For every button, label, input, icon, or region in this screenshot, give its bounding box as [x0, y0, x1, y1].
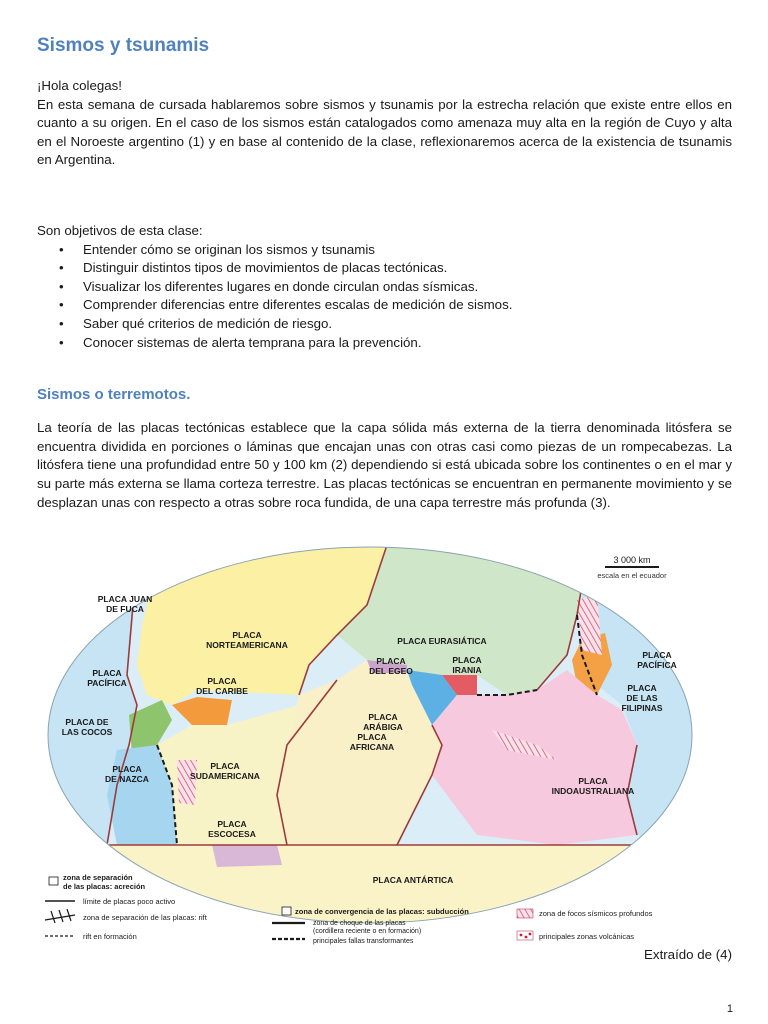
page-number: 1 [726, 1003, 733, 1015]
label-irania-2: IRANIA [452, 665, 482, 675]
scale-label: escala en el ecuador [597, 571, 667, 580]
bullet-icon: • [59, 315, 64, 331]
label-nazca-2: DE NAZCA [105, 774, 149, 784]
bullet-icon: • [59, 260, 64, 276]
label-antartica: PLACA ANTÁRTICA [372, 875, 454, 885]
bullet-icon: • [59, 278, 64, 294]
label-cocos-1: PLACA DE [65, 717, 109, 727]
legend-choque-2: (cordillera reciente o en formación) [313, 928, 422, 935]
legend-acrecion-icon [49, 877, 58, 885]
objectives-list [37, 241, 732, 353]
list-item: • Comprender diferencias entre diferentes escalas de medición de sismos. [83, 296, 732, 315]
tectonic-plates-map [37, 545, 694, 948]
label-egeo-1: PLACA [376, 656, 406, 666]
document-page [37, 28, 732, 512]
label-euroasiatica: PLACA EURASIÁTICA [397, 636, 487, 646]
label-irania-1: PLACA [452, 655, 482, 665]
label-pacifica-e-1: PLACA [642, 650, 672, 660]
bullet-icon: • [59, 241, 64, 257]
legend-rift: zona de separación de las placas: rift [83, 913, 207, 922]
list-item: • Visualizar los diferentes lugares en donde circulan ondas sísmicas. [83, 278, 732, 297]
list-item: • Distinguir distintos tipos de movimientos de placas tectónicas. [83, 259, 732, 278]
figure-caption: Extraído de (4) [644, 947, 732, 962]
label-indoaustraliana-2: INDOAUSTRALIANA [551, 786, 635, 796]
label-pacifica-w-1: PLACA [92, 668, 122, 678]
label-juan-de-fuca-1: PLACA JUAN [97, 594, 153, 604]
legend-fallas: principales fallas transformantes [313, 938, 414, 945]
label-nazca-1: PLACA [112, 764, 142, 774]
list-item: • Conocer sistemas de alerta temprana para la prevención. [83, 334, 732, 353]
label-caribe-2: DEL CARIBE [196, 686, 248, 696]
label-africana-1: PLACA [357, 732, 387, 742]
label-cocos-2: LAS COCOS [61, 727, 113, 737]
legend-focos-icon [517, 909, 533, 918]
label-arabiga-1: PLACA [368, 712, 398, 722]
label-africana-2: AFRICANA [349, 742, 395, 752]
label-sudamericana-2: SUDAMERICANA [190, 771, 260, 781]
legend-acrecion-2: de las placas: acreción [63, 882, 146, 891]
legend-choque-1: zona de choque de las placas [313, 920, 406, 927]
legend-subduccion-icon [282, 907, 291, 915]
bullet-icon: • [59, 297, 64, 313]
label-caribe-1: PLACA [207, 676, 237, 686]
scale-value: 3 000 km [613, 555, 651, 565]
label-filipinas-3: FILIPINAS [621, 703, 663, 713]
deep-focus-zone [177, 760, 197, 805]
label-filipinas-2: DE LAS [626, 693, 658, 703]
legend-rift-formacion: rift en formación [83, 932, 137, 941]
label-juan-de-fuca-2: DE FUCA [106, 604, 144, 614]
legend-focos: zona de focos sísmicos profundos [539, 909, 653, 918]
objectives-intro: Son objetivos de esta clase: [37, 222, 203, 238]
legend-limite: límite de placas poco activo [83, 897, 176, 906]
legend-volcanicas-icon [517, 931, 533, 940]
intro-paragraph: En esta semana de cursada hablaremos sobre sismos y tsunamis por la estrecha relación que existe entre ellos en cuanto a su origen. En el caso de los sismos están catalogados como amenaza muy alta en la región de Cuyo y alta en el Noroeste argentino (1) y en base al contenido de la clase, reflexionaremos acerca de la existencia de tsunamis en Argentina. [37, 96, 732, 168]
label-pacifica-e-2: PACÍFICA [637, 660, 677, 670]
label-escocesa-1: PLACA [217, 819, 247, 829]
label-arabiga-2: ARÁBIGA [363, 722, 403, 732]
plate-escocesa-overlay [212, 845, 282, 867]
list-item: • Entender cómo se originan los sismos y tsunamis [83, 241, 732, 260]
label-norteamericana-1: PLACA [232, 630, 262, 640]
page-title: Sismos y tsunamis [37, 35, 210, 56]
label-escocesa-2: ESCOCESA [208, 829, 256, 839]
label-sudamericana-1: PLACA [210, 761, 240, 771]
legend-acrecion-1: zona de separación [63, 873, 133, 882]
label-pacifica-w-2: PACÍFICA [87, 678, 127, 688]
label-indoaustraliana-1: PLACA [578, 776, 608, 786]
label-norteamericana-2: NORTEAMERICANA [206, 640, 288, 650]
legend-subduccion: zona de convergencia de las placas: subducción [295, 907, 469, 916]
section-paragraph: La teoría de las placas tectónicas establece que la capa sólida más externa de la tierra denominada litósfera se encuentra dividida en porciones o láminas que encajan unas con otras casi como piezas de un rompecabezas. La litósfera tiene una profundidad entre 50 y 100 km (2) dependiendo si está ubicada sobre los continentes o en el mar y su parte más externa se llama corteza terrestre. Las placas tectónicas se encuentran en permanente movimiento y se desplazan unas con respecto a otras sobre roca fundida, de una capa terrestre más profunda (3). [37, 420, 732, 510]
label-egeo-2: DEL EGEO [369, 666, 413, 676]
bullet-icon: • [59, 334, 64, 350]
label-filipinas-1: PLACA [627, 683, 657, 693]
section-title: Sismos o terremotos. [37, 386, 191, 404]
list-item: • Saber qué criterios de medición de riesgo. [83, 315, 732, 334]
legend-volcanicas: principales zonas volcánicas [539, 932, 635, 941]
greeting: ¡Hola colegas! [37, 78, 122, 93]
